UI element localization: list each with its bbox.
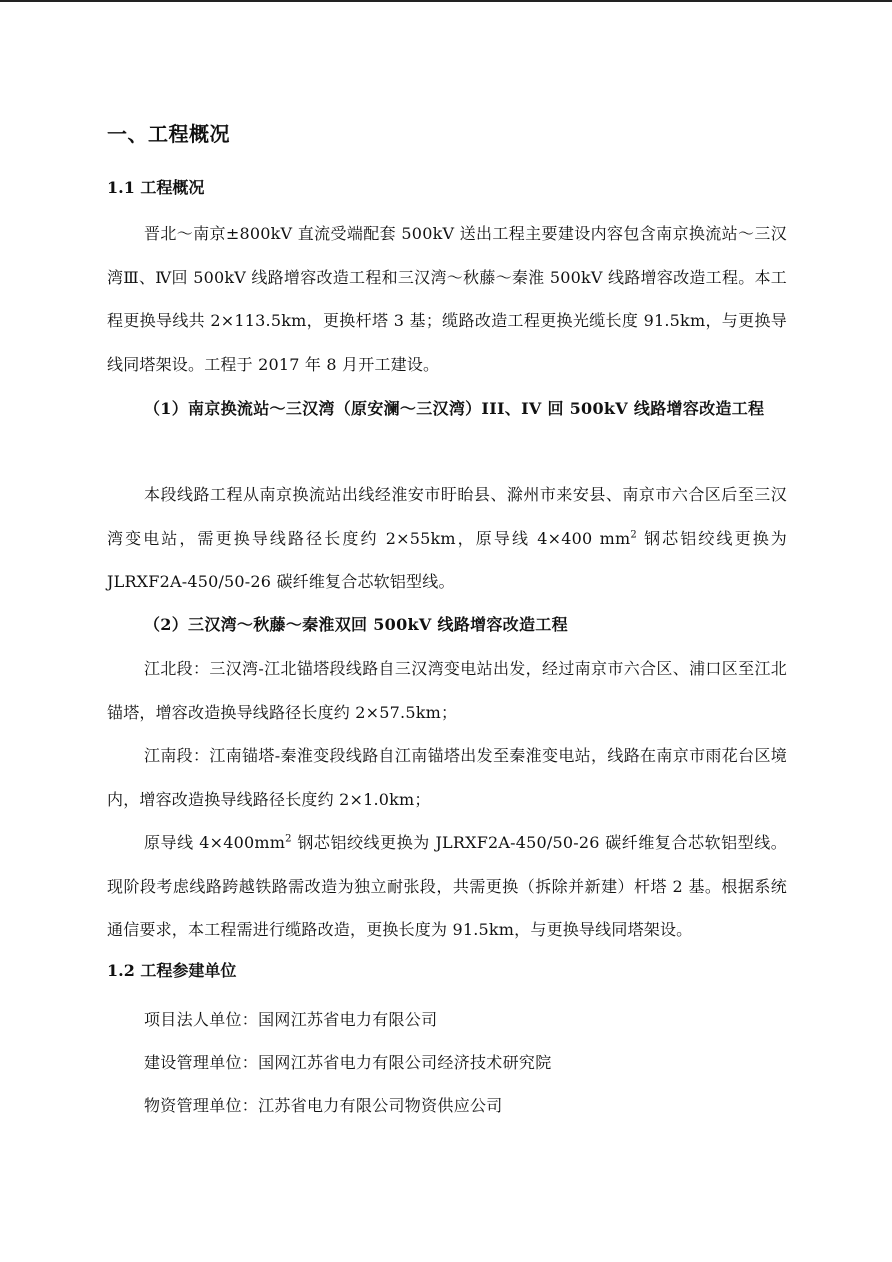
subproject-1-title: （1）南京换流站～三汉湾（原安澜～三汉湾）III、IV 回 500kV 线路增容改造工程 [144, 399, 765, 418]
overview-paragraph: 晋北～南京±800kV 直流受端配套 500kV 送出工程主要建设内容包含南京换流站～三汉湾Ⅲ、Ⅳ回 500kV 线路增容改造工程和三汉湾～秋藤～秦淮 500kV 线路增容改造工程。本工程更换导线共 2×113.5km，更换杆塔 3 基；缆路改造工程更换光缆长度 91.5km，与更换导线同塔架设。工程于 2017 年 8 月开工建设。 [107, 224, 787, 374]
subproject-1-text-a: 本段线路工程从南京换流站出线经淮安市盱眙县、滁州市来安县、南京市六合区后至三汉湾变电站，需更换导线路径长度约 2×55km，原导线 4×400 mm [107, 485, 787, 548]
jiangnan-paragraph: 江南段：江南锚塔-秦淮变段线路自江南锚塔出发至秦淮变电站，线路在南京市雨花台区境内，增容改造换导线路径长度约 2×1.0km； [107, 746, 787, 809]
superscript-2: 2 [285, 833, 292, 845]
section-1-1-heading: 1.1 工程概况 [107, 178, 205, 197]
subproject-1-text-b: 钢芯铝绞线更换为 JLRXF2A-450/50-26 碳纤维复合芯软铝型线。 [107, 528, 788, 591]
unit-item-construction-management: 建设管理单位：国网江苏省电力有限公司经济技术研究院 [144, 1053, 552, 1072]
unit-item-legal-person: 项目法人单位：国网江苏省电力有限公司 [144, 1010, 438, 1029]
subproject-1-paragraph [107, 473, 787, 604]
unit-item-material-management: 物资管理单位：江苏省电力有限公司物资供应公司 [144, 1096, 503, 1115]
section-1-heading: 一、工程概况 [107, 122, 230, 146]
conductor-text-a: 原导线 4×400mm [144, 833, 286, 852]
conductor-replacement-paragraph [107, 821, 787, 952]
conductor-text-b: 钢芯铝绞线更换为 JLRXF2A-450/50-26 碳纤维复合芯软铝型线。现阶段考虑线路跨越铁路需改造为独立耐张段，共需更换（拆除并新建）杆塔 2 基。根据系统通信要求，本工程需进行缆路改造，更换长度为 91.5km，与更换导线同塔架设。 [107, 833, 787, 939]
subproject-2-title: （2）三汉湾～秋藤～秦淮双回 500kV 线路增容改造工程 [144, 615, 568, 634]
top-border-line [0, 0, 892, 2]
superscript-2: 2 [630, 529, 637, 541]
section-1-2-heading: 1.2 工程参建单位 [107, 961, 237, 980]
jiangbei-paragraph: 江北段：三汉湾-江北锚塔段线路自三汉湾变电站出发，经过南京市六合区、浦口区至江北锚塔，增容改造换导线路径长度约 2×57.5km； [107, 659, 787, 722]
